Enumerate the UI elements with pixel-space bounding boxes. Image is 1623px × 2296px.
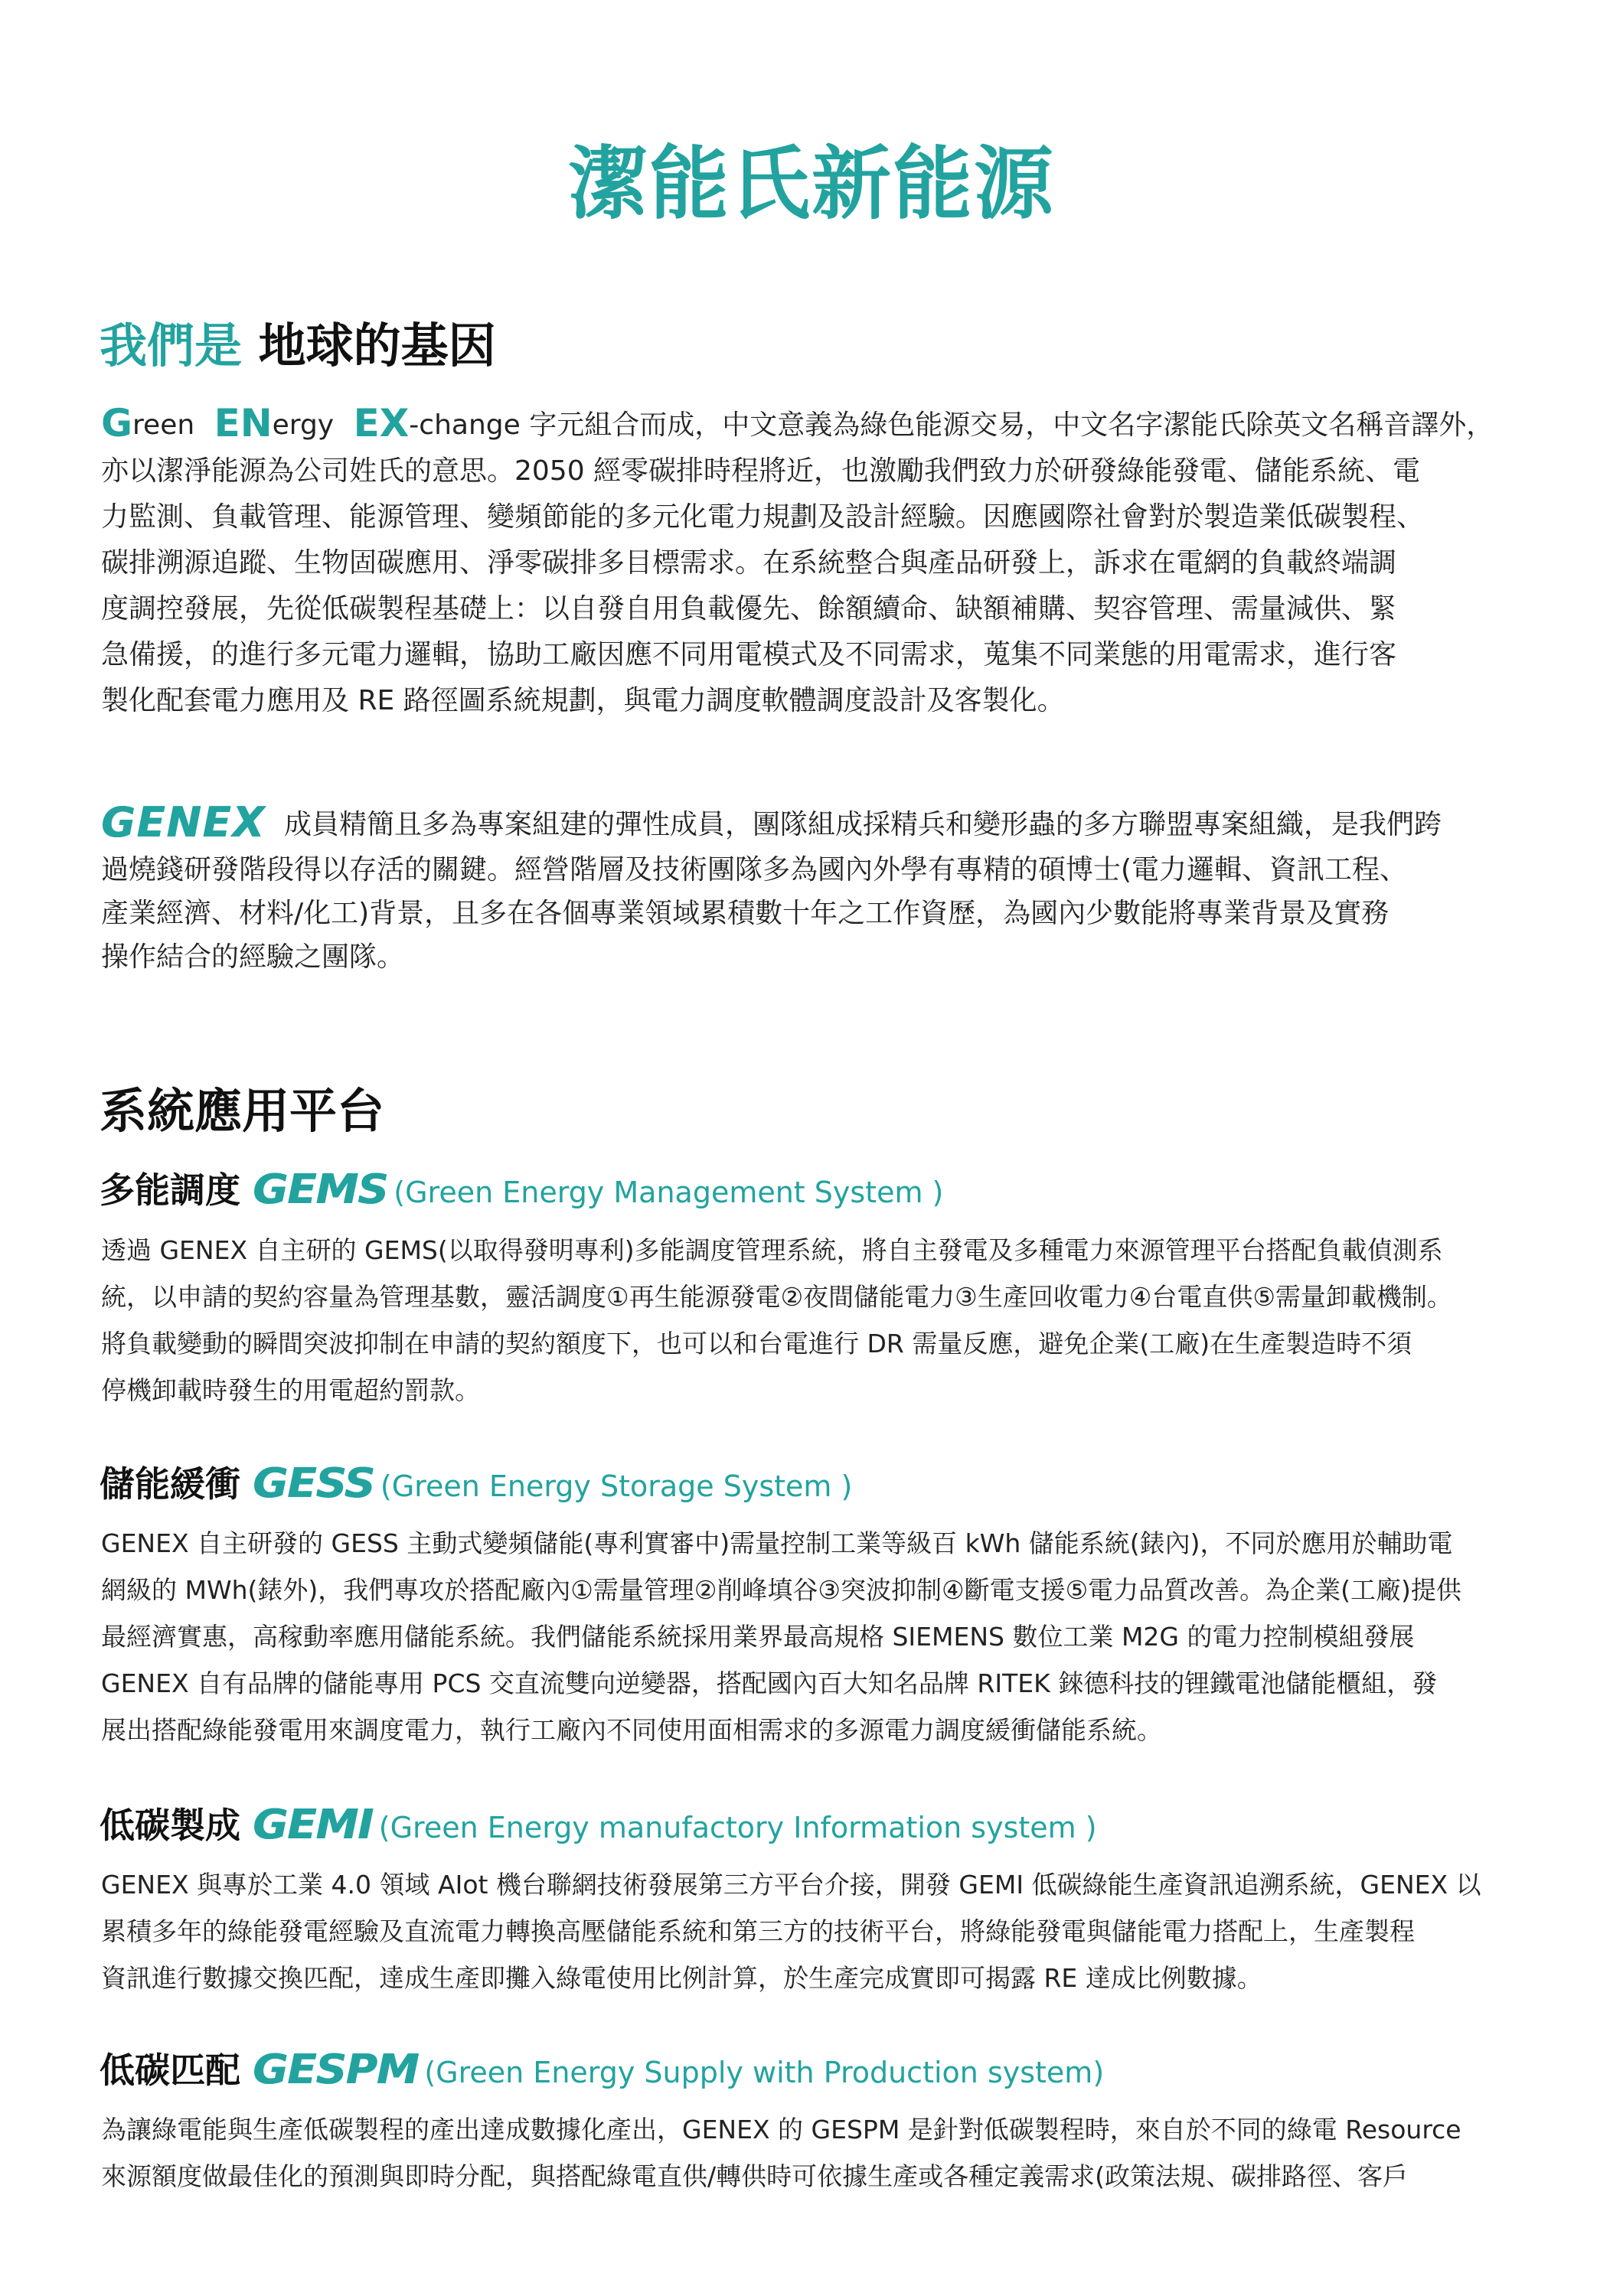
about-heading-accent: 我們是 [100,318,243,373]
paragraph-line: 將負載變動的瞬間突波抑制在申請的契約額度下，也可以和台電進行 DR 需量反應，避免企業(工廠)在生產製造時不須 [101,1329,1412,1358]
paragraph-line: 急備援，的進行多元電力邏輯，協助工廠因應不同用電模式及不同需求，蒐集不同業態的用電需求，進行客 [101,639,1397,670]
genex-logo: GENEX [101,798,266,846]
section-heading-gespm [100,2045,1104,2098]
section-body-gems [101,1227,1533,1414]
section-subtitle: (Green Energy Storage System ) [380,1469,853,1503]
brand-line-rest: -change 字元組合而成，中文意義為綠色能源交易，中文名字潔能氏除英文名稱音譯外， [409,409,1494,441]
brand-letters-en: EN [214,401,273,445]
page-title: 潔能氏新能源 [567,137,1055,230]
paragraph-line: 資訊進行數據交換匹配，達成生產即攤入綠電使用比例計算，於生產完成實即可揭露 RE 達成比例數據。 [101,1963,1262,1993]
gess-logo: GESS [253,1459,374,1508]
section-subtitle: (Green Energy manufactory Information system ) [378,1811,1097,1844]
about-heading-rest: 地球的基因 [258,318,496,373]
paragraph-line: 透過 GENEX 自主研的 GEMS(以取得發明專利)多能調度管理系統，將自主發電及多種電力來源管理平台搭配負載偵測系 [101,1235,1443,1265]
paragraph-line: 力監測、負載管理、能源管理、變頻節能的多元化電力規劃及設計經驗。因應國際社會對於製造業低碳製程、 [101,501,1425,533]
genex-line-rest: 成員精簡且多為專案組建的彈性成員，團隊組成採精兵和變形蟲的多方聯盟專案組織，是我們跨 [283,809,1442,840]
section-heading-gess [100,1459,852,1512]
paragraph-line: 統，以申請的契約容量為管理基數，靈活調度①再生能源發電②夜間儲能電力③生產回收電力④台電直供⑤需量卸載機制。 [101,1282,1452,1312]
section-title: 多能調度 [100,1169,240,1211]
section-body-gemi [101,1861,1533,2001]
section-body-gespm [101,2106,1533,2200]
section-title: 低碳匹配 [100,2050,240,2091]
section-heading-gemi [100,1800,1097,1853]
gems-logo: GEMS [253,1166,388,1214]
paragraph-line: 製化配套電力應用及 RE 路徑圖系統規劃，與電力調度軟體調度設計及客製化。 [101,685,1065,716]
about-heading [100,314,496,378]
section-title: 低碳製成 [100,1805,240,1846]
paragraph-line: 累積多年的綠能發電經驗及直流電力轉換高壓儲能系統和第三方的技術平台，將綠能發電與儲能電力搭配上，生產製程 [101,1916,1415,1946]
paragraph-line: GENEX 自主研發的 GESS 主動式變頻儲能(專利實審中)需量控制工業等級百 kWh 儲能系統(錶內)，不同於應用於輔助電 [101,1528,1453,1558]
paragraph-line: 產業經濟、材料/化工)背景，且多在各個專業領域累積數十年之工作資歷，為國內少數能將專業背景及實務 [101,898,1390,929]
gespm-logo: GESPM [253,2046,419,2094]
brand-word-reen: reen [132,409,195,441]
paragraph-line: 操作結合的經驗之團隊。 [101,941,405,973]
paragraph-line: 停機卸載時發生的用電超約罰款。 [101,1375,480,1405]
section-subtitle: (Green Energy Supply with Production system) [424,2056,1105,2089]
section-title: 儲能緩衝 [100,1463,240,1505]
paragraph-line: 碳排溯源追蹤、生物固碳應用、淨零碳排多目標需求。在系統整合與產品研發上，訴求在電網的負載終端調 [101,547,1397,579]
platform-heading: 系統應用平台 [100,1083,385,1139]
paragraph-line: 過燒錢研發階段得以存活的關鍵。經營階層及技術團隊多為國內外學有專精的碩博士(電力邏輯、資訊工程、 [101,854,1408,885]
paragraph-line: 最經濟實惠，高稼動率應用儲能系統。我們儲能系統採用業界最高規格 SIEMENS 數位工業 M2G 的電力控制模組發展 [101,1622,1415,1652]
paragraph-line: 展出搭配綠能發電用來調度電力，執行工廠內不同使用面相需求的多源電力調度緩衝儲能系統。 [101,1715,1162,1745]
paragraph-line [101,398,1533,448]
paragraph-line: GENEX 與專於工業 4.0 領域 AIot 機台聯網技術發展第三方平台介接，開發 GEMI 低碳綠能生產資訊追溯系統，GENEX 以 [101,1870,1481,1900]
section-subtitle: (Green Energy Management System ) [394,1176,944,1209]
brand-letters-ex: EX [353,401,410,445]
paragraph-line: 為讓綠電能與生產低碳製程的產出達成數據化產出，GENEX 的 GESPM 是針對低碳製程時，來自於不同的綠電 Resource [101,2115,1461,2144]
about-paragraph-1 [101,398,1533,724]
section-body-gess [101,1520,1533,1753]
paragraph-line: GENEX 自有品牌的儲能專用 PCS 交直流雙向逆變器，搭配國內百大知名品牌 RITEK 錸德科技的锂鐵電池儲能櫃組，發 [101,1668,1438,1698]
section-heading-gems [100,1165,943,1218]
paragraph-line: 度調控發展，先從低碳製程基礎上：以自發自用負載優先、餘額續命、缺額補購、契容管理、需量減供、緊 [101,593,1397,625]
paragraph-line: 來源額度做最佳化的預測與即時分配，與搭配綠電直供/轉供時可依據生產或各種定義需求(政策法規、碳排路徑、客戶 [101,2161,1408,2191]
paragraph-line: 網級的 MWh(錶外)，我們專攻於搭配廠內①需量管理②削峰填谷③突波抑制④斷電支援⑤電力品質改善。為企業(工廠)提供 [101,1575,1461,1605]
paragraph-line: 亦以潔淨能源為公司姓氏的意思。2050 經零碳排時程將近，也激勵我們致力於研發綠能發電、儲能系統、電 [101,455,1421,487]
brand-word-ergy: ergy [272,409,335,441]
gemi-logo: GEMI [253,1801,373,1849]
paragraph-line [101,797,1533,848]
about-paragraph-2 [101,797,1533,979]
brand-letter-g: G [101,401,133,445]
